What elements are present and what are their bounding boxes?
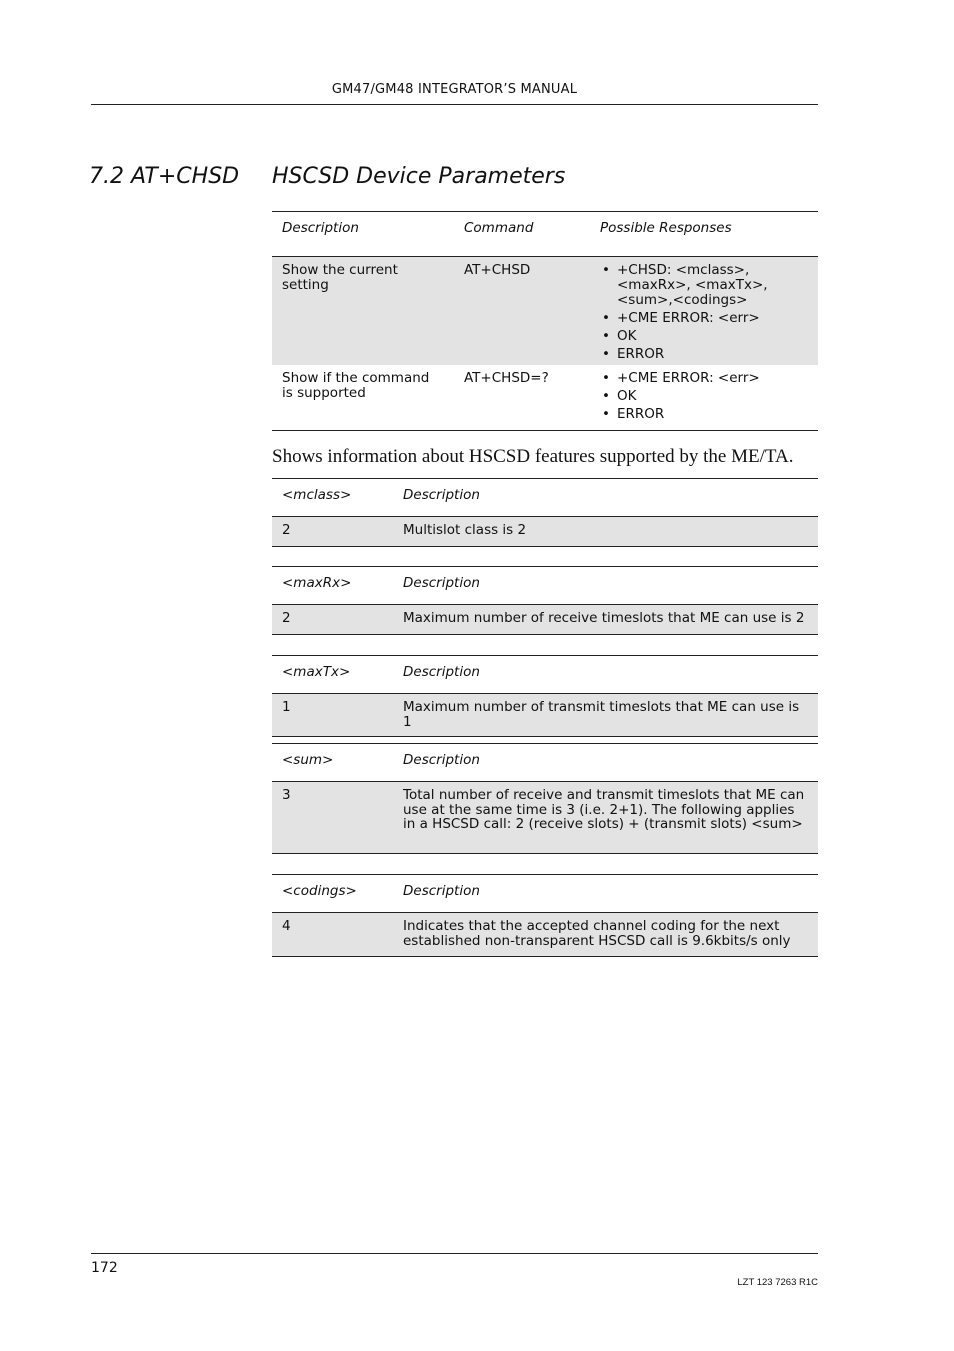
param-table-mclass <box>272 478 818 547</box>
document-id: LZT 123 7263 R1C <box>737 1277 818 1288</box>
intro-text: Shows information about HSCSD features supported by the ME/TA. <box>272 446 794 467</box>
param-desc-header: Description <box>393 567 818 605</box>
param-name: <mclass> <box>272 479 393 517</box>
param-table-codings <box>272 874 818 957</box>
param-table-maxrx <box>272 566 818 635</box>
param-description: Maximum number of receive timeslots that ME can use is 2 <box>393 605 818 635</box>
header-command: Command <box>454 212 590 257</box>
command-table-header <box>272 212 818 257</box>
header-responses: Possible Responses <box>590 212 818 257</box>
response-item: • ERROR <box>600 347 808 362</box>
table-row <box>272 605 818 635</box>
param-name: <sum> <box>272 744 393 782</box>
row-responses <box>590 257 818 366</box>
response-item: • +CHSD: <mclass>,<maxRx>, <maxTx>,<sum>,<codings> <box>600 263 808 308</box>
table-row <box>272 365 818 431</box>
row-description: Show the current setting <box>272 257 454 366</box>
param-value: 2 <box>272 605 393 635</box>
section-number: 7.2 AT+CHSD <box>89 164 240 189</box>
param-name: <codings> <box>272 875 393 913</box>
row-command: AT+CHSD=? <box>464 370 549 386</box>
row-command: AT+CHSD <box>454 257 590 366</box>
param-table-maxtx <box>272 655 818 737</box>
response-item: • OK <box>600 329 808 344</box>
param-name: <maxTx> <box>272 656 393 694</box>
param-desc-header: Description <box>393 479 818 517</box>
param-name: <maxRx> <box>272 567 393 605</box>
row-description: Show if the command is supported <box>282 370 430 401</box>
param-description: Indicates that the accepted channel coding for the next established non-transparent HSCSD call is 9.6kbits/s only <box>393 913 818 957</box>
param-desc-header: Description <box>393 744 818 782</box>
param-description: Total number of receive and transmit timeslots that ME can use at the same time is 3 (i.e. 2+1). The following applies in a HSCSD call: 2 (receive slots) + (transmit slots) <sum> <box>393 782 818 854</box>
response-item: • +CME ERROR: <err> <box>600 371 808 386</box>
section-title: HSCSD Device Parameters <box>272 164 566 189</box>
footer-rule <box>91 1253 818 1254</box>
param-description: Multislot class is 2 <box>393 517 818 547</box>
param-value: 1 <box>272 694 393 737</box>
table-row <box>272 517 818 547</box>
command-table <box>272 211 818 431</box>
param-table-sum <box>272 743 818 854</box>
running-header: GM47/GM48 INTEGRATOR’S MANUAL <box>331 82 578 97</box>
table-row <box>272 694 818 737</box>
section-heading <box>89 164 565 189</box>
param-desc-header: Description <box>393 656 818 694</box>
row-responses <box>590 365 818 431</box>
param-value: 4 <box>272 913 393 957</box>
table-row <box>272 913 818 957</box>
table-row <box>272 782 818 854</box>
response-item: • ERROR <box>600 407 808 422</box>
param-desc-header: Description <box>393 875 818 913</box>
response-item: • +CME ERROR: <err> <box>600 311 808 326</box>
header-description: Description <box>272 212 454 257</box>
page-number: 172 <box>91 1260 118 1276</box>
param-value: 2 <box>272 517 393 547</box>
table-row <box>272 257 818 366</box>
header-rule <box>91 104 818 105</box>
param-value: 3 <box>272 782 393 854</box>
response-item: • OK <box>600 389 808 404</box>
param-description: Maximum number of transmit timeslots that ME can use is 1 <box>393 694 818 737</box>
